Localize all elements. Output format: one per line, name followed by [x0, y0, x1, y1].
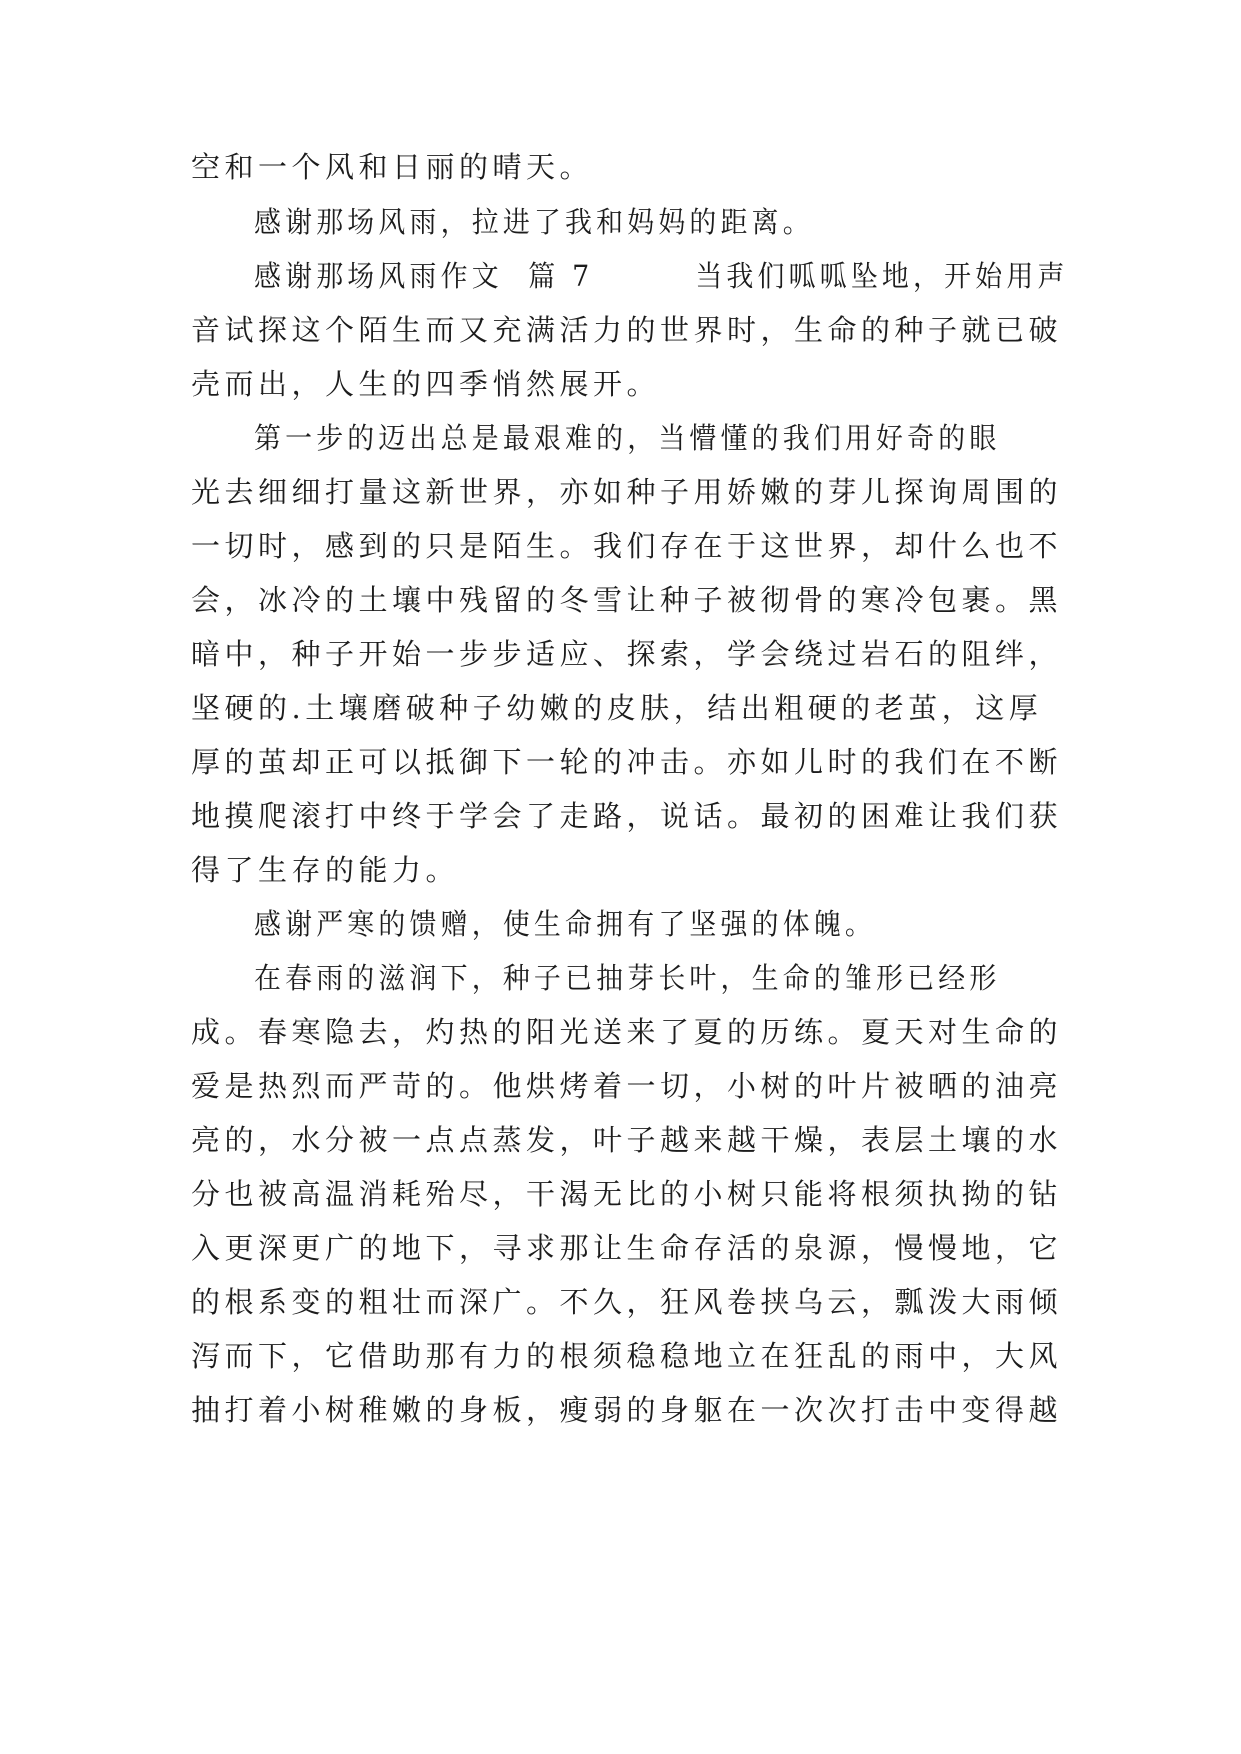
text-line-11: 坚硬的.土壤磨破种子幼嫩的皮肤，结出粗硬的老茧，这厚: [191, 691, 1043, 725]
text-line-21: 入更深更广的地下，寻求那让生命存活的泉源，慢慢地，它: [191, 1231, 1063, 1265]
text-line-10: 暗中，种子开始一步步适应、探索，学会绕过岩石的阻绊，: [191, 637, 1063, 671]
text-line-23: 泻而下，它借助那有力的根须稳稳地立在狂乱的雨中，大风: [191, 1339, 1063, 1373]
text-line-19: 亮的，水分被一点点蒸发，叶子越来越干燥，表层土壤的水: [191, 1123, 1063, 1157]
text-line-20: 分也被高温消耗殆尽，干渴无比的小树只能将根须执拗的钻: [191, 1177, 1063, 1211]
text-line-4: 音试探这个陌生而又充满活力的世界时，生命的种子就已破: [191, 313, 1063, 347]
text-line-22: 的根系变的粗壮而深广。不久，狂风卷挟乌云，瓢泼大雨倾: [191, 1285, 1063, 1319]
text-line-1: 空和一个风和日丽的晴天。: [191, 150, 594, 184]
text-line-16: 在春雨的滋润下，种子已抽芽长叶，生命的雏形已经形: [254, 961, 1001, 995]
text-line-2: 感谢那场风雨，拉进了我和妈妈的距离。: [254, 205, 814, 239]
text-line-8: 一切时，感到的只是陌生。我们存在于这世界，却什么也不: [191, 529, 1063, 563]
text-line-18: 爱是热烈而严苛的。他烘烤着一切，小树的叶片被晒的油亮: [191, 1069, 1063, 1103]
text-line-13: 地摸爬滚打中终于学会了走路，说话。最初的困难让我们获: [191, 799, 1063, 833]
text-line-24: 抽打着小树稚嫩的身板，瘦弱的身躯在一次次打击中变得越: [191, 1393, 1063, 1427]
text-line-9: 会，冰冷的土壤中残留的冬雪让种子被彻骨的寒冷包裹。黑: [191, 583, 1063, 617]
text-line-15: 感谢严寒的馈赠，使生命拥有了坚强的体魄。: [254, 907, 877, 941]
text-line-12: 厚的茧却正可以抵御下一轮的冲击。亦如儿时的我们在不断: [191, 745, 1063, 779]
text-line-6: 第一步的迈出总是最艰难的，当懵懂的我们用好奇的眼: [254, 421, 1001, 455]
text-line-5: 壳而出，人生的四季悄然展开。: [191, 367, 661, 401]
text-line-17: 成。春寒隐去，灼热的阳光送来了夏的历练。夏天对生命的: [191, 1015, 1063, 1049]
text-line-7: 光去细细打量这新世界，亦如种子用娇嫩的芽儿探询周围的: [191, 475, 1063, 509]
text-line-3: 感谢那场风雨作文 篇 7 当我们呱呱坠地，开始用声: [254, 259, 1069, 293]
text-line-14: 得了生存的能力。: [191, 853, 460, 887]
